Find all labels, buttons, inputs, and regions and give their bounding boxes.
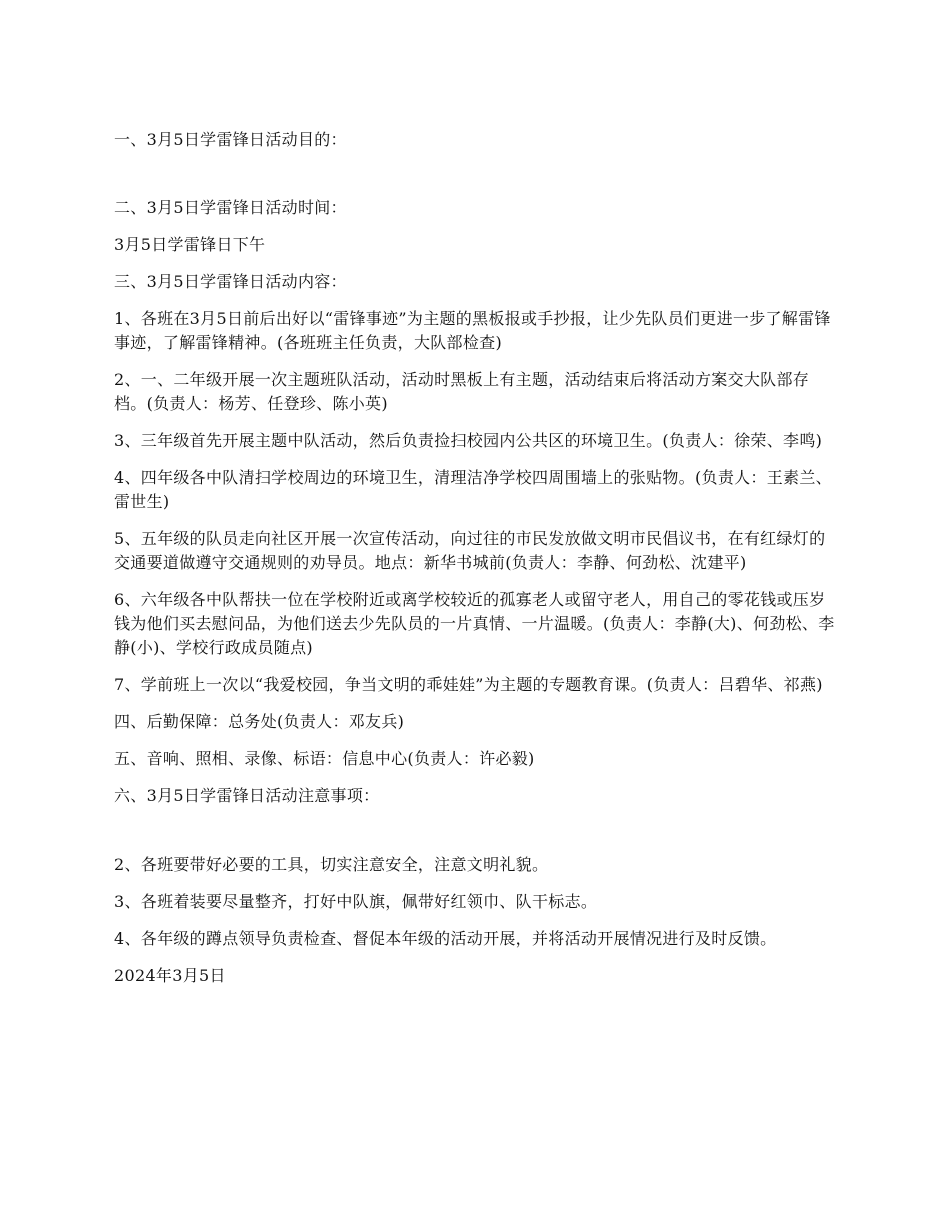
section-1-heading: 一、3月5日学雷锋日活动目的：: [114, 130, 347, 149]
note-item-3: 3、各班着装要尽量整齐，打好中队旗，佩带好红领巾、队干标志。: [114, 892, 598, 911]
section-3-heading: 三、3月5日学雷锋日活动内容：: [114, 272, 347, 291]
content-item-5: 5、五年级的队员走向社区开展一次宣传活动，向过往的市民发放做文明市民倡议书，在有红绿灯的交通要道做遵守交通规则的劝导员。地点：新华书城前(负责人：李静、何劲松、沈建平): [114, 529, 826, 572]
note-item-2: 2、各班要带好必要的工具，切实注意安全，注意文明礼貌。: [114, 855, 549, 874]
note-item-4: 4、各年级的蹲点领导负责检查、督促本年级的活动开展，并将活动开展情况进行及时反馈。: [114, 929, 777, 948]
content-item-2: 2、一、二年级开展一次主题班队活动，活动时黑板上有主题，活动结束后将活动方案交大队部存档。(负责人：杨芳、任登珍、陈小英): [114, 370, 810, 413]
section-2-heading: 二、3月5日学雷锋日活动时间：: [114, 198, 347, 217]
document-body: [114, 128, 836, 1001]
content-item-3: 3、三年级首先开展主题中队活动，然后负责捡扫校园内公共区的环境卫生。(负责人：徐荣、李鸣): [114, 431, 823, 450]
section-4-logistics: 四、后勤保障：总务处(负责人：邓友兵): [114, 712, 405, 731]
activity-time: 3月5日学雷锋日下午: [114, 235, 266, 254]
content-item-1: 1、各班在3月5日前后出好以“雷锋事迹”为主题的黑板报或手抄报，让少先队员们更进一步了解雷锋事迹，了解雷锋精神。(各班班主任负责，大队部检查): [114, 309, 831, 352]
section-5-media: 五、音响、照相、录像、标语：信息中心(负责人：许必毅): [114, 749, 535, 768]
section-6-heading: 六、3月5日学雷锋日活动注意事项：: [114, 786, 380, 805]
content-item-7: 7、学前班上一次以“我爱校园，争当文明的乖娃娃”为主题的专题教育课。(负责人：吕碧华、祁燕): [114, 675, 823, 694]
document-date: 2024年3月5日: [114, 966, 226, 985]
content-item-6: 6、六年级各中队帮扶一位在学校附近或离学校较近的孤寡老人或留守老人，用自己的零花钱或压岁钱为他们买去慰问品，为他们送去少先队员的一片真情、一片温暖。(负责人：李静(大)、何劲松、李静(小)、学校行政成员随点): [114, 590, 835, 657]
content-item-4: 4、四年级各中队清扫学校周边的环境卫生，清理洁净学校四周围墙上的张贴物。(负责人：王素兰、雷世生): [114, 468, 832, 511]
